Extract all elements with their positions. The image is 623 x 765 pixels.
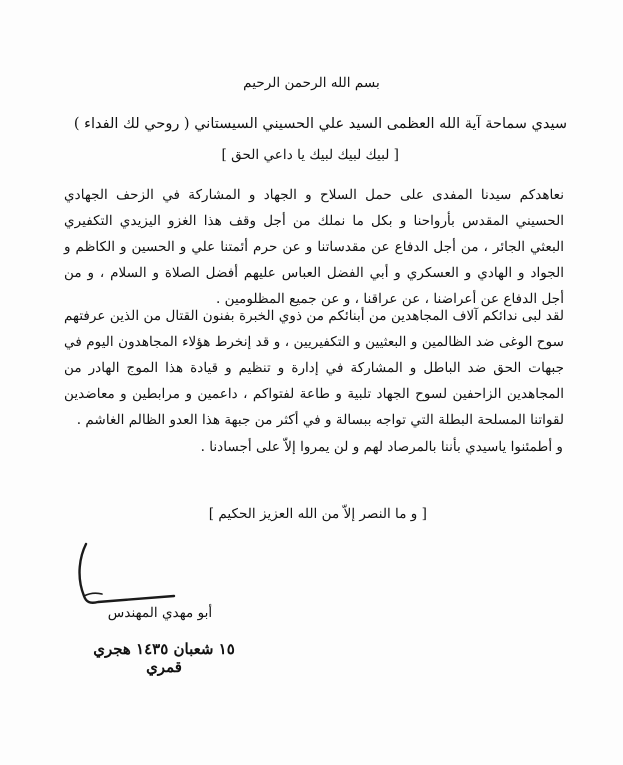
letter-date: ١٥ شعبان ١٤٣٥ هجري قمري (93, 640, 235, 676)
closing-verse: [ و ما النصر إلاّ من الله العزيز الحكيم ] (208, 506, 427, 522)
paragraph-pledge: نعاهدكم سيدنا المفدى على حمل السلاح و الجهاد و المشاركة في الزحف الجهادي الحسيني المقدس بأرواحنا و بكل ما نملك من أجل وقف هذا الغزو اليزيدي التكفيري البعثي الجائر ، من أجل الدفاع عن مقدساتنا و عن حرم أئمتنا علي و الحسين و الكاظم و الجواد و الهادي و العسكري و أبي الفضل العباس عليهم أفضل الصلاة و السلام ، و من أجل الدفاع عن أعراضنا ، عن عراقنا ، و عن جميع المظلومين . (64, 187, 564, 307)
salutation: سيدي سماحة آية الله العظمى السيد علي الحسيني السيستاني ( روحي لك الفداء ) (73, 116, 567, 132)
basmala: بسم الله الرحمن الرحيم (243, 75, 380, 91)
signature-mark (64, 536, 184, 616)
paragraph-reassurance: و أطمئنوا ياسيدي بأننا بالمرصاد لهم و لن يمروا إلاّ على أجسادنا . (200, 439, 563, 455)
paragraph-response: لقد لبى ندائكم آلاف المجاهدين من أبنائكم من ذوي الخبرة بفنون القتال من الذين عرفتهم سوح الوغى ضد الظالمين و البعثيين و التكفيريين ، و قد إنخرط هؤلاء المجاهدون اليوم في جبهات الحق ضد الباطل و المشاركة في إدارة و تنظيم و قيادة هذا الموج الهادر من المجاهدين الزاحفين لسوح الجهاد تلبية و طاعة لفتواكم ، داعمين و مرابطين و معاضدين لقواتنا المسلحة البطلة التي تواجه ببسالة و في أكثر من جبهة هذا العدو الظالم الغاشم . (64, 308, 564, 428)
slogan: [ لبيك لبيك لبيك يا داعي الحق ] (221, 147, 399, 163)
signer-name: أبو مهدي المهندس (107, 605, 213, 621)
